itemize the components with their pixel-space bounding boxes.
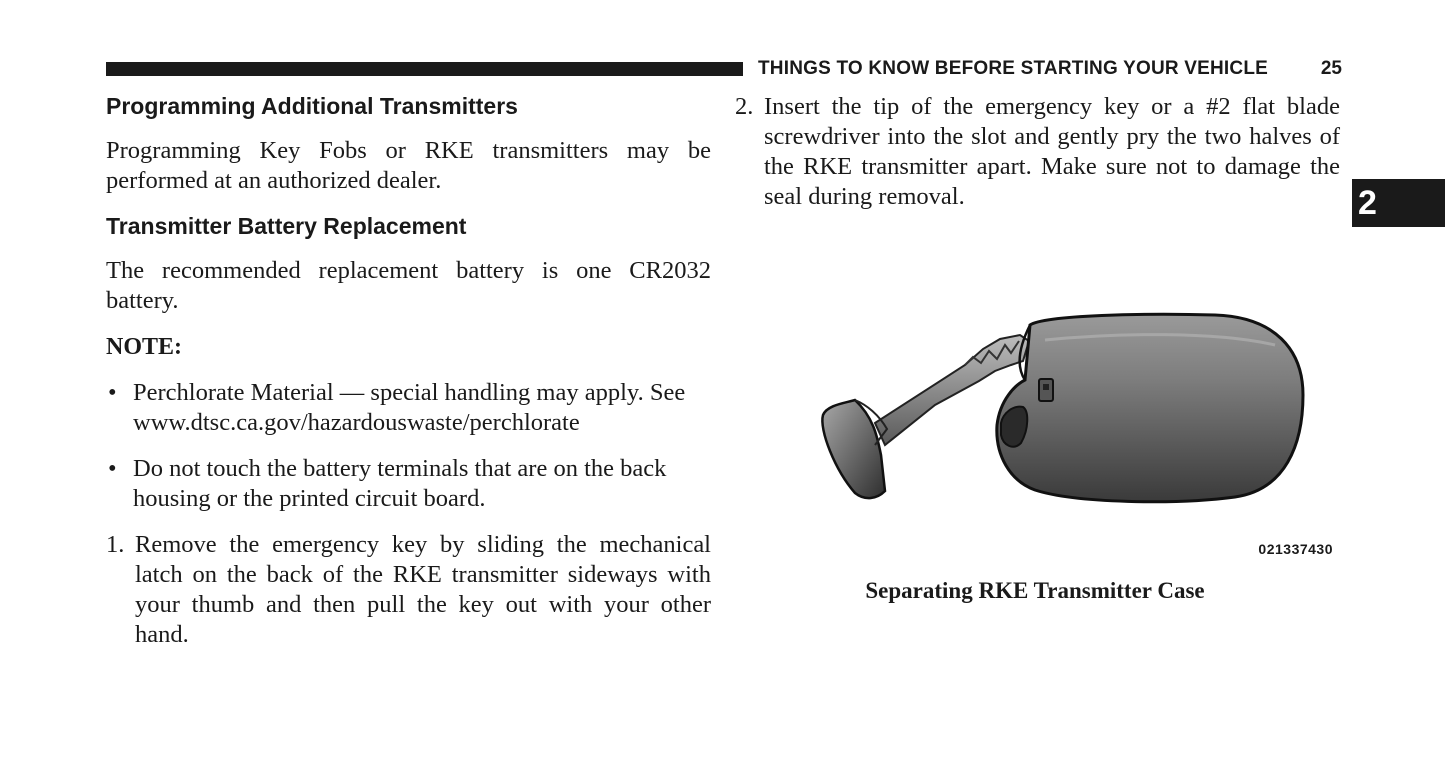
para-battery: The recommended replacement battery is one CR2032 battery.	[106, 257, 711, 314]
left-column	[106, 90, 711, 650]
bullet-text: Do not touch the battery terminals that are on the back housing or the printed circuit board.	[133, 455, 667, 512]
list-item	[106, 454, 711, 514]
step-text: Remove the emergency key by sliding the mechanical latch on the back of the RKE transmitter sideways with your thumb and then pull the key out with your other hand.	[135, 531, 711, 648]
bullet-text: Perchlorate Material — special handling may apply. See www.dtsc.ca.gov/hazardouswaste/perchlorate	[133, 379, 686, 436]
chapter-tab: 2	[1352, 179, 1445, 227]
figure-caption: Separating RKE Transmitter Case	[865, 578, 1205, 603]
key-fob-illustration	[815, 305, 1315, 515]
para-programming: Programming Key Fobs or RKE transmitters may be performed at an authorized dealer.	[106, 137, 711, 194]
figure-code: 021337430	[1258, 541, 1333, 557]
heading-programming: Programming Additional Transmitters	[106, 93, 518, 119]
list-item	[106, 378, 711, 438]
step-text: Insert the tip of the emergency key or a #2 flat blade screwdriver into the slot and gently pry the two halves of the RKE transmitter apart. Make sure not to damage the seal during removal.	[764, 93, 1340, 210]
steps-list	[106, 530, 711, 650]
step-number: 2.	[735, 93, 754, 120]
step-number: 1.	[106, 531, 125, 558]
header-rule	[106, 62, 743, 76]
step-1	[106, 530, 711, 650]
page-number: 25	[1320, 58, 1342, 79]
right-column	[735, 92, 1340, 212]
note-label: NOTE:	[106, 334, 183, 360]
bullet-icon: •	[108, 379, 117, 406]
step-2	[735, 92, 1340, 212]
heading-battery-replacement: Transmitter Battery Replacement	[106, 213, 467, 239]
running-header: THINGS TO KNOW BEFORE STARTING YOUR VEHICLE	[758, 58, 1269, 79]
bullet-icon: •	[108, 455, 117, 482]
steps-list	[735, 92, 1340, 212]
fob-case-icon	[997, 314, 1303, 501]
note-list	[106, 378, 711, 514]
